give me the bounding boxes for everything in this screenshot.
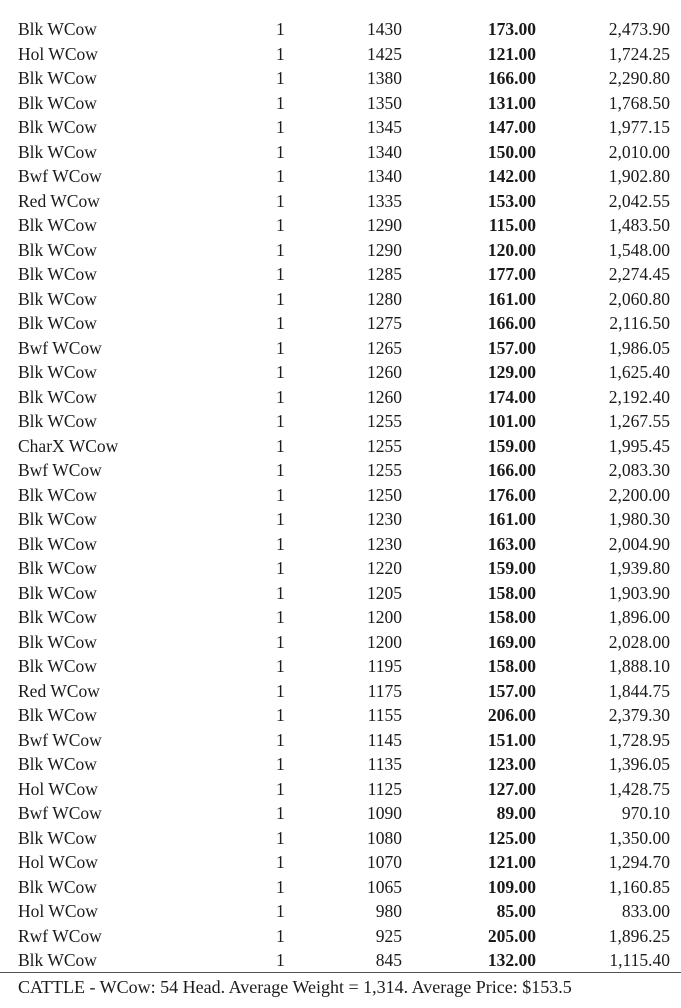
row-description: Blk WCow xyxy=(18,313,97,333)
row-amount: 2,083.30 xyxy=(608,460,670,480)
row-head-count: 1 xyxy=(276,901,285,921)
row-amount: 1,483.50 xyxy=(608,215,670,235)
row-head-count: 1 xyxy=(276,264,285,284)
row-description: Blk WCow xyxy=(18,754,97,774)
row-price: 115.00 xyxy=(488,215,536,235)
row-amount: 1,939.80 xyxy=(608,558,670,578)
table-row xyxy=(0,409,681,434)
row-description: Blk WCow xyxy=(18,68,97,88)
row-price: 161.00 xyxy=(487,288,536,309)
row-amount: 1,977.15 xyxy=(608,117,670,137)
table-row xyxy=(0,336,681,361)
row-description: Blk WCow xyxy=(18,607,97,627)
row-weight: 1080 xyxy=(367,827,402,848)
table-row xyxy=(0,164,681,189)
row-amount: 2,042.55 xyxy=(608,190,670,211)
row-amount: 970.10 xyxy=(621,803,670,823)
row-description: CharX WCow xyxy=(18,435,119,456)
table-row xyxy=(0,899,681,924)
row-description: Blk WCow xyxy=(18,484,97,505)
row-head-count: 1 xyxy=(276,705,285,725)
row-head-count: 1 xyxy=(276,190,285,211)
row-head-count: 1 xyxy=(276,43,285,64)
row-weight: 1065 xyxy=(367,876,402,897)
row-description: Blk WCow xyxy=(18,117,97,137)
row-price: 125.00 xyxy=(487,827,536,848)
table-row xyxy=(0,924,681,949)
row-weight: 1340 xyxy=(367,166,402,186)
row-weight: 1195 xyxy=(367,656,402,676)
table-row xyxy=(0,262,681,287)
row-weight: 1155 xyxy=(367,705,402,725)
table-row xyxy=(0,287,681,312)
row-head-count: 1 xyxy=(276,68,285,88)
row-price: 85.00 xyxy=(496,901,536,921)
row-amount: 2,192.40 xyxy=(608,386,670,407)
row-price: 166.00 xyxy=(487,68,536,88)
row-price: 142.00 xyxy=(487,166,536,186)
row-weight: 1135 xyxy=(367,754,402,774)
row-price: 169.00 xyxy=(487,631,536,652)
table-row xyxy=(0,238,681,263)
row-weight: 1290 xyxy=(367,215,402,235)
row-head-count: 1 xyxy=(276,729,285,750)
row-description: Blk WCow xyxy=(18,264,97,284)
row-price: 129.00 xyxy=(487,362,536,382)
row-description: Rwf WCow xyxy=(18,925,102,946)
row-head-count: 1 xyxy=(276,827,285,848)
row-description: Hol WCow xyxy=(18,43,98,64)
table-row xyxy=(0,483,681,508)
row-head-count: 1 xyxy=(276,288,285,309)
row-amount: 1,294.70 xyxy=(608,852,670,872)
row-description: Blk WCow xyxy=(18,631,97,652)
row-price: 176.00 xyxy=(487,484,536,505)
table-row xyxy=(0,507,681,532)
table-row xyxy=(0,532,681,557)
table-row xyxy=(0,115,681,140)
table-row xyxy=(0,189,681,214)
row-amount: 1,267.55 xyxy=(608,411,670,431)
row-head-count: 1 xyxy=(276,533,285,554)
row-head-count: 1 xyxy=(276,607,285,627)
row-amount: 1,896.00 xyxy=(608,607,670,627)
row-description: Bwf WCow xyxy=(18,803,102,823)
row-price: 147.00 xyxy=(487,117,536,137)
row-weight: 1425 xyxy=(367,43,402,64)
row-weight: 1230 xyxy=(367,533,402,554)
row-description: Bwf WCow xyxy=(18,729,102,750)
table-row xyxy=(0,875,681,900)
row-description: Blk WCow xyxy=(18,582,97,603)
row-description: Blk WCow xyxy=(18,19,97,39)
table-row xyxy=(0,850,681,875)
table-row xyxy=(0,654,681,679)
row-amount: 2,010.00 xyxy=(608,141,670,162)
row-amount: 1,625.40 xyxy=(608,362,670,382)
row-head-count: 1 xyxy=(276,362,285,382)
table-row xyxy=(0,434,681,459)
table-row xyxy=(0,385,681,410)
row-price: 153.00 xyxy=(487,190,536,211)
row-amount: 1,903.90 xyxy=(608,582,670,603)
row-weight: 1285 xyxy=(367,264,402,284)
row-amount: 2,290.80 xyxy=(608,68,670,88)
table-row xyxy=(0,630,681,655)
row-description: Red WCow xyxy=(18,190,100,211)
table-row xyxy=(0,42,681,67)
row-head-count: 1 xyxy=(276,92,285,113)
row-description: Blk WCow xyxy=(18,705,97,725)
row-weight: 925 xyxy=(375,925,402,946)
row-price: 173.00 xyxy=(487,19,536,39)
table-row xyxy=(0,801,681,826)
row-amount: 1,980.30 xyxy=(608,509,670,529)
row-amount: 1,888.10 xyxy=(608,656,670,676)
table-row xyxy=(0,948,681,973)
row-weight: 1340 xyxy=(367,141,402,162)
row-price: 174.00 xyxy=(487,386,536,407)
row-price: 158.00 xyxy=(487,582,536,603)
row-weight: 1345 xyxy=(367,117,402,137)
row-weight: 1200 xyxy=(367,607,402,627)
row-price: 101.00 xyxy=(487,411,536,431)
row-amount: 1,160.85 xyxy=(608,876,670,897)
row-description: Blk WCow xyxy=(18,362,97,382)
table-row xyxy=(0,703,681,728)
row-description: Hol WCow xyxy=(18,901,98,921)
table-row xyxy=(0,91,681,116)
row-weight: 1260 xyxy=(367,362,402,382)
row-head-count: 1 xyxy=(276,558,285,578)
row-description: Hol WCow xyxy=(18,778,98,799)
table-row xyxy=(0,826,681,851)
row-weight: 1280 xyxy=(367,288,402,309)
row-price: 158.00 xyxy=(487,656,536,676)
row-head-count: 1 xyxy=(276,19,285,39)
row-amount: 1,350.00 xyxy=(608,827,670,848)
row-head-count: 1 xyxy=(276,656,285,676)
summary-line: CATTLE - WCow: 54 Head. Average Weight = 1,314. Average Price: $153.5 xyxy=(18,977,572,997)
row-head-count: 1 xyxy=(276,435,285,456)
row-head-count: 1 xyxy=(276,484,285,505)
row-description: Blk WCow xyxy=(18,533,97,554)
row-price: 121.00 xyxy=(487,43,536,64)
row-description: Hol WCow xyxy=(18,852,98,872)
row-weight: 1255 xyxy=(367,411,402,431)
row-price: 177.00 xyxy=(487,264,536,284)
row-head-count: 1 xyxy=(276,778,285,799)
row-head-count: 1 xyxy=(276,582,285,603)
row-price: 131.00 xyxy=(487,92,536,113)
row-amount: 2,060.80 xyxy=(608,288,670,309)
row-weight: 1335 xyxy=(367,190,402,211)
row-weight: 1290 xyxy=(367,239,402,260)
table-row xyxy=(0,605,681,630)
row-price: 120.00 xyxy=(487,239,536,260)
row-price: 109.00 xyxy=(487,876,536,897)
row-amount: 1,115.40 xyxy=(609,950,670,970)
row-amount: 1,844.75 xyxy=(608,680,670,701)
row-description: Blk WCow xyxy=(18,876,97,897)
row-head-count: 1 xyxy=(276,117,285,137)
row-head-count: 1 xyxy=(276,460,285,480)
row-weight: 1175 xyxy=(367,680,402,701)
row-weight: 1090 xyxy=(367,803,402,823)
row-description: Bwf WCow xyxy=(18,460,102,480)
row-weight: 1430 xyxy=(367,19,402,39)
table-row xyxy=(0,17,681,42)
row-price: 127.00 xyxy=(487,778,536,799)
row-head-count: 1 xyxy=(276,239,285,260)
row-head-count: 1 xyxy=(276,803,285,823)
row-head-count: 1 xyxy=(276,337,285,358)
table-row xyxy=(0,140,681,165)
row-amount: 2,028.00 xyxy=(608,631,670,652)
table-row xyxy=(0,556,681,581)
row-description: Blk WCow xyxy=(18,656,97,676)
table-row xyxy=(0,728,681,753)
row-amount: 2,379.30 xyxy=(608,705,670,725)
row-description: Red WCow xyxy=(18,680,100,701)
row-amount: 1,428.75 xyxy=(608,778,670,799)
row-price: 132.00 xyxy=(487,950,536,970)
row-weight: 1230 xyxy=(367,509,402,529)
row-description: Blk WCow xyxy=(18,215,97,235)
row-price: 159.00 xyxy=(487,558,536,578)
row-amount: 2,200.00 xyxy=(608,484,670,505)
row-head-count: 1 xyxy=(276,215,285,235)
row-amount: 1,902.80 xyxy=(608,166,670,186)
row-weight: 1200 xyxy=(367,631,402,652)
row-price: 150.00 xyxy=(487,141,536,162)
row-weight: 1350 xyxy=(367,92,402,113)
row-head-count: 1 xyxy=(276,950,285,970)
row-head-count: 1 xyxy=(276,631,285,652)
row-description: Blk WCow xyxy=(18,92,97,113)
row-head-count: 1 xyxy=(276,925,285,946)
row-weight: 1380 xyxy=(367,68,402,88)
row-price: 161.00 xyxy=(487,509,536,529)
row-weight: 1275 xyxy=(367,313,402,333)
row-head-count: 1 xyxy=(276,386,285,407)
row-price: 158.00 xyxy=(487,607,536,627)
row-amount: 1,396.05 xyxy=(608,754,670,774)
table-row xyxy=(0,679,681,704)
row-amount: 2,004.90 xyxy=(608,533,670,554)
row-price: 123.00 xyxy=(487,754,536,774)
row-weight: 980 xyxy=(375,901,402,921)
row-weight: 1265 xyxy=(367,337,402,358)
row-description: Blk WCow xyxy=(18,288,97,309)
row-amount: 1,728.95 xyxy=(608,729,670,750)
row-weight: 1145 xyxy=(367,729,402,750)
row-amount: 2,116.50 xyxy=(609,313,670,333)
row-amount: 1,548.00 xyxy=(608,239,670,260)
table-row xyxy=(0,458,681,483)
row-price: 89.00 xyxy=(496,803,536,823)
row-amount: 1,724.25 xyxy=(608,43,670,64)
table-row xyxy=(0,752,681,777)
row-head-count: 1 xyxy=(276,166,285,186)
row-amount: 1,995.45 xyxy=(608,435,670,456)
row-price: 166.00 xyxy=(487,313,536,333)
table-row xyxy=(0,360,681,385)
row-price: 166.00 xyxy=(487,460,536,480)
row-weight: 1255 xyxy=(367,435,402,456)
row-weight: 1250 xyxy=(367,484,402,505)
row-description: Bwf WCow xyxy=(18,166,102,186)
row-price: 121.00 xyxy=(487,852,536,872)
row-weight: 1125 xyxy=(367,778,402,799)
row-head-count: 1 xyxy=(276,680,285,701)
row-weight: 1205 xyxy=(367,582,402,603)
row-amount: 2,274.45 xyxy=(608,264,670,284)
row-head-count: 1 xyxy=(276,852,285,872)
row-amount: 833.00 xyxy=(621,901,670,921)
row-amount: 2,473.90 xyxy=(608,19,670,39)
row-head-count: 1 xyxy=(276,509,285,529)
row-amount: 1,768.50 xyxy=(608,92,670,113)
summary-divider xyxy=(0,972,681,973)
sale-rows xyxy=(0,17,681,973)
row-price: 159.00 xyxy=(487,435,536,456)
row-weight: 845 xyxy=(375,950,402,970)
table-row xyxy=(0,581,681,606)
row-price: 157.00 xyxy=(487,680,536,701)
table-row xyxy=(0,66,681,91)
row-amount: 1,986.05 xyxy=(608,337,670,358)
row-description: Blk WCow xyxy=(18,827,97,848)
table-row xyxy=(0,213,681,238)
row-head-count: 1 xyxy=(276,411,285,431)
row-price: 206.00 xyxy=(487,705,536,725)
row-description: Bwf WCow xyxy=(18,337,102,358)
row-head-count: 1 xyxy=(276,754,285,774)
row-weight: 1255 xyxy=(367,460,402,480)
row-weight: 1070 xyxy=(367,852,402,872)
row-price: 157.00 xyxy=(487,337,536,358)
row-description: Blk WCow xyxy=(18,386,97,407)
row-description: Blk WCow xyxy=(18,509,97,529)
row-price: 151.00 xyxy=(487,729,536,750)
row-description: Blk WCow xyxy=(18,141,97,162)
row-head-count: 1 xyxy=(276,141,285,162)
row-description: Blk WCow xyxy=(18,411,97,431)
row-price: 205.00 xyxy=(487,925,536,946)
row-head-count: 1 xyxy=(276,876,285,897)
row-head-count: 1 xyxy=(276,313,285,333)
row-weight: 1260 xyxy=(367,386,402,407)
row-weight: 1220 xyxy=(367,558,402,578)
row-description: Blk WCow xyxy=(18,950,97,970)
row-amount: 1,896.25 xyxy=(608,925,670,946)
row-description: Blk WCow xyxy=(18,558,97,578)
row-description: Blk WCow xyxy=(18,239,97,260)
table-row xyxy=(0,311,681,336)
row-price: 163.00 xyxy=(487,533,536,554)
table-row xyxy=(0,777,681,802)
